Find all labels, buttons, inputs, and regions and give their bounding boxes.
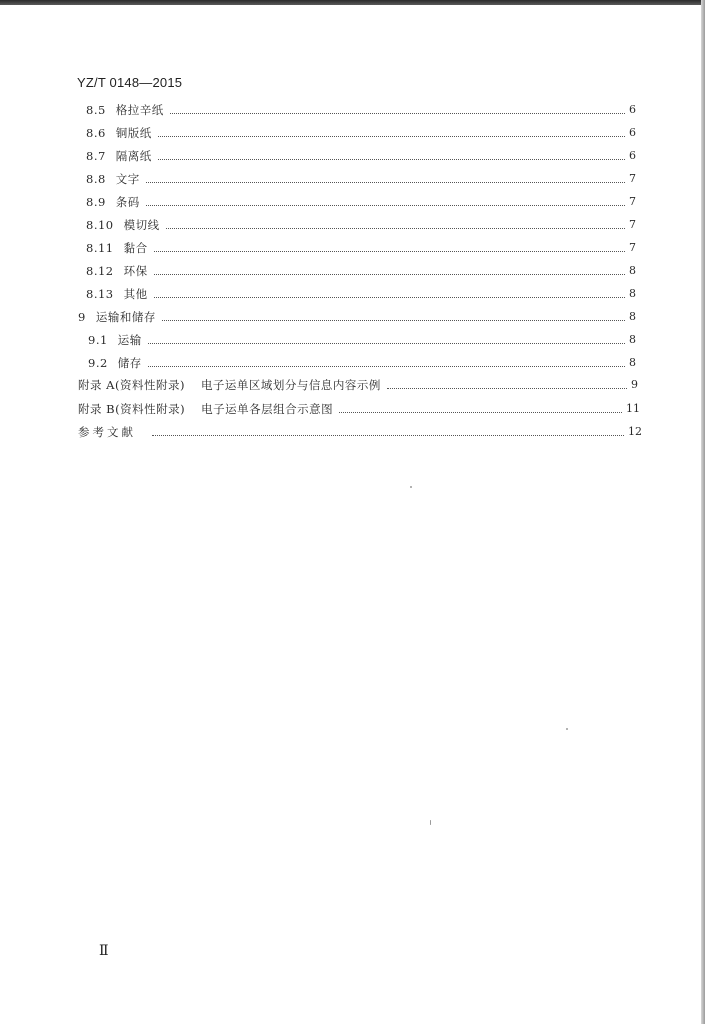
toc-leader-dots — [387, 388, 627, 389]
toc-entry-number: 8.12 — [86, 264, 114, 278]
toc-leader-dots — [146, 205, 625, 206]
toc-entry-title: 格拉辛纸 — [115, 103, 164, 117]
toc-entry-page: 6 — [629, 149, 636, 162]
toc-entry[interactable] — [86, 262, 636, 278]
toc-entry[interactable] — [86, 124, 636, 140]
toc-leader-dots — [170, 113, 625, 114]
toc-entry-number: 9 — [78, 310, 86, 324]
toc-entry-appendix-a[interactable] — [78, 376, 638, 392]
toc-entry[interactable] — [78, 308, 636, 324]
toc-entry-page: 8 — [629, 356, 636, 369]
toc-entry[interactable] — [88, 331, 636, 347]
page-number: Ⅱ — [99, 943, 109, 959]
toc-entry-appendix-b[interactable] — [78, 400, 640, 416]
toc-entry-page: 7 — [629, 172, 636, 185]
toc-entry-page: 8 — [629, 287, 636, 300]
scan-speck — [430, 820, 431, 825]
scan-speck — [410, 486, 412, 488]
toc-leader-dots — [154, 297, 625, 298]
toc-entry[interactable] — [86, 101, 636, 117]
toc-entry-title: 电子运单区域划分与信息内容示例 — [200, 378, 381, 392]
toc-leader-dots — [154, 274, 625, 275]
toc-entry-page: 7 — [629, 218, 636, 231]
toc-leader-dots — [152, 435, 624, 436]
toc-entry-title: 模切线 — [123, 218, 160, 232]
toc-entry[interactable] — [86, 239, 636, 255]
toc-entry[interactable] — [86, 147, 636, 163]
toc-leader-dots — [162, 320, 625, 321]
toc-entry-title: 条码 — [115, 195, 140, 209]
toc-leader-dots — [166, 228, 625, 229]
scan-speck — [566, 728, 568, 730]
toc-entry-number: 参考文献 — [78, 425, 136, 439]
toc-entry-number: 9.2 — [88, 356, 108, 370]
toc-entry-number: 8.6 — [86, 126, 106, 140]
toc-leader-dots — [146, 182, 625, 183]
toc-entry-title: 运输 — [117, 333, 142, 347]
toc-entry[interactable] — [86, 285, 636, 301]
toc-entry-page: 8 — [629, 310, 636, 323]
toc-entry-page: 6 — [629, 126, 636, 139]
toc-entry-title: 储存 — [117, 356, 142, 370]
toc-entry-number: 附录 A(资料性附录) — [78, 378, 185, 392]
page-header-standard-code: YZ/T 0148—2015 — [77, 75, 183, 90]
toc-entry-title: 其他 — [123, 287, 148, 301]
toc-entry-title: 文字 — [115, 172, 140, 186]
toc-entry-number: 附录 B(资料性附录) — [78, 402, 186, 416]
toc-entry-page: 11 — [626, 402, 640, 415]
toc-entry-page: 6 — [629, 103, 636, 116]
toc-entry[interactable] — [86, 193, 636, 209]
toc-entry[interactable] — [86, 170, 636, 186]
toc-leader-dots — [158, 136, 625, 137]
toc-entry-number: 8.13 — [86, 287, 114, 301]
toc-entry[interactable] — [88, 354, 636, 370]
toc-entry-number: 8.9 — [86, 195, 106, 209]
toc-entry-page: 9 — [631, 378, 638, 391]
toc-leader-dots — [339, 412, 622, 413]
toc-entry-title: 铜版纸 — [115, 126, 152, 140]
toc-entry-number: 8.8 — [86, 172, 106, 186]
toc-entry-references[interactable] — [78, 423, 642, 439]
toc-entry-title: 电子运单各层组合示意图 — [201, 402, 334, 416]
toc-entry-number: 9.1 — [88, 333, 108, 347]
toc-entry-page: 8 — [629, 333, 636, 346]
toc-leader-dots — [154, 251, 625, 252]
toc-entry-number: 8.11 — [86, 241, 114, 255]
toc-entry-page: 7 — [629, 195, 636, 208]
toc-entry-title: 隔离纸 — [115, 149, 152, 163]
toc-entry-page: 8 — [629, 264, 636, 277]
toc-entry[interactable] — [86, 216, 636, 232]
toc-entry-number: 8.5 — [86, 103, 106, 117]
toc-entry-page: 7 — [629, 241, 636, 254]
toc-entry-number: 8.7 — [86, 149, 106, 163]
toc-leader-dots — [148, 366, 625, 367]
toc-entry-title: 黏合 — [123, 241, 148, 255]
toc-entry-title: 环保 — [123, 264, 148, 278]
toc-entry-title: 运输和储存 — [95, 310, 156, 324]
toc-leader-dots — [148, 343, 625, 344]
toc-entry-page: 12 — [628, 425, 642, 438]
toc-entry-number: 8.10 — [86, 218, 114, 232]
toc-leader-dots — [158, 159, 625, 160]
